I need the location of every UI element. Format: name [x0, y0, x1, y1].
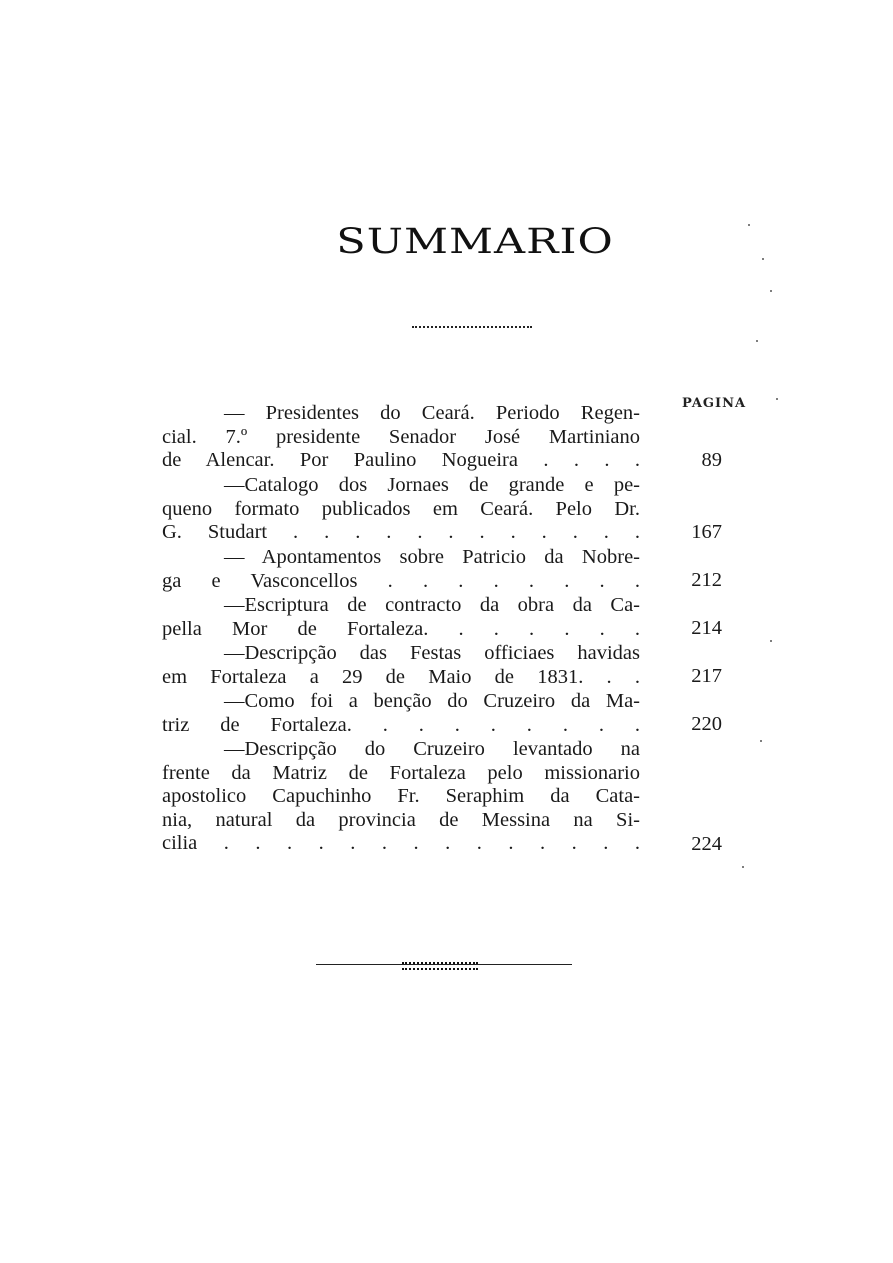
- toc-entry-line: em Fortaleza a 29 de Maio de 1831. . .: [162, 665, 640, 688]
- scan-speck: [742, 866, 744, 868]
- toc-entry: [162, 474, 762, 546]
- toc-entry: [162, 642, 762, 690]
- toc-entry-page: 220: [691, 713, 722, 735]
- toc-entry-line: queno formato publicados em Ceará. Pelo Dr.: [162, 497, 640, 520]
- toc-entry-line: — Apontamentos sobre Patricio da Nobre-: [224, 546, 640, 568]
- toc-entry-page: 167: [691, 521, 722, 543]
- toc-entry-line: frente da Matriz de Fortaleza pelo missionario: [162, 761, 640, 784]
- toc-entry-line: ga e Vasconcellos . . . . . . . .: [162, 569, 640, 592]
- scan-speck: [770, 640, 772, 642]
- toc-entry: [162, 594, 762, 642]
- toc-entry-page: 217: [691, 665, 722, 687]
- toc-entry-line: —Descripção das Festas officiaes havidas: [224, 642, 640, 664]
- toc-entry-line: cial. 7.º presidente Senador José Martiniano: [162, 425, 640, 448]
- closing-ornament-rule: [316, 962, 572, 968]
- scan-speck: [760, 740, 762, 742]
- page-title: SUMMARIO: [336, 222, 614, 262]
- scan-speck: [748, 224, 750, 226]
- toc-entry-line: pella Mor de Fortaleza. . . . . . .: [162, 617, 640, 640]
- table-of-contents: [162, 402, 762, 858]
- toc-entry-line: apostolico Capuchinho Fr. Seraphim da Cata-: [162, 785, 640, 807]
- toc-entry-line: —Como foi a benção do Cruzeiro da Ma-: [224, 690, 640, 712]
- toc-entry-line: nia, natural da provincia de Messina na Si-: [162, 808, 640, 831]
- toc-entry: [162, 402, 762, 474]
- title-divider: [412, 326, 532, 328]
- toc-entry-line: G. Studart . . . . . . . . . . . .: [162, 521, 640, 543]
- scan-speck: [762, 258, 764, 260]
- toc-entry: [162, 738, 762, 858]
- toc-entry: [162, 546, 762, 594]
- toc-entry-line: —Descripção do Cruzeiro levantado na: [224, 738, 640, 760]
- toc-entry-page: 214: [691, 617, 722, 639]
- ornament-center: [402, 962, 478, 970]
- toc-entry-line: — Presidentes do Ceará. Periodo Regen-: [224, 402, 640, 424]
- toc-entry-page: 89: [701, 449, 722, 471]
- toc-entry-line: triz de Fortaleza. . . . . . . . .: [162, 713, 640, 736]
- toc-entry-line: —Escriptura de contracto da obra da Ca-: [224, 594, 640, 616]
- page-column-label: PAGINA: [682, 396, 747, 411]
- toc-entry-page: 212: [691, 569, 722, 591]
- toc-entry-line: de Alencar. Por Paulino Nogueira . . . .: [162, 449, 640, 471]
- toc-entry-page: 224: [691, 833, 722, 855]
- scan-speck: [756, 340, 758, 342]
- scan-speck: [770, 290, 772, 292]
- toc-entry-line: —Catalogo dos Jornaes de grande e pe-: [224, 474, 640, 496]
- toc-entry: [162, 690, 762, 738]
- scan-speck: [776, 398, 778, 400]
- toc-entry-line: cilia . . . . . . . . . . . . . .: [162, 832, 640, 854]
